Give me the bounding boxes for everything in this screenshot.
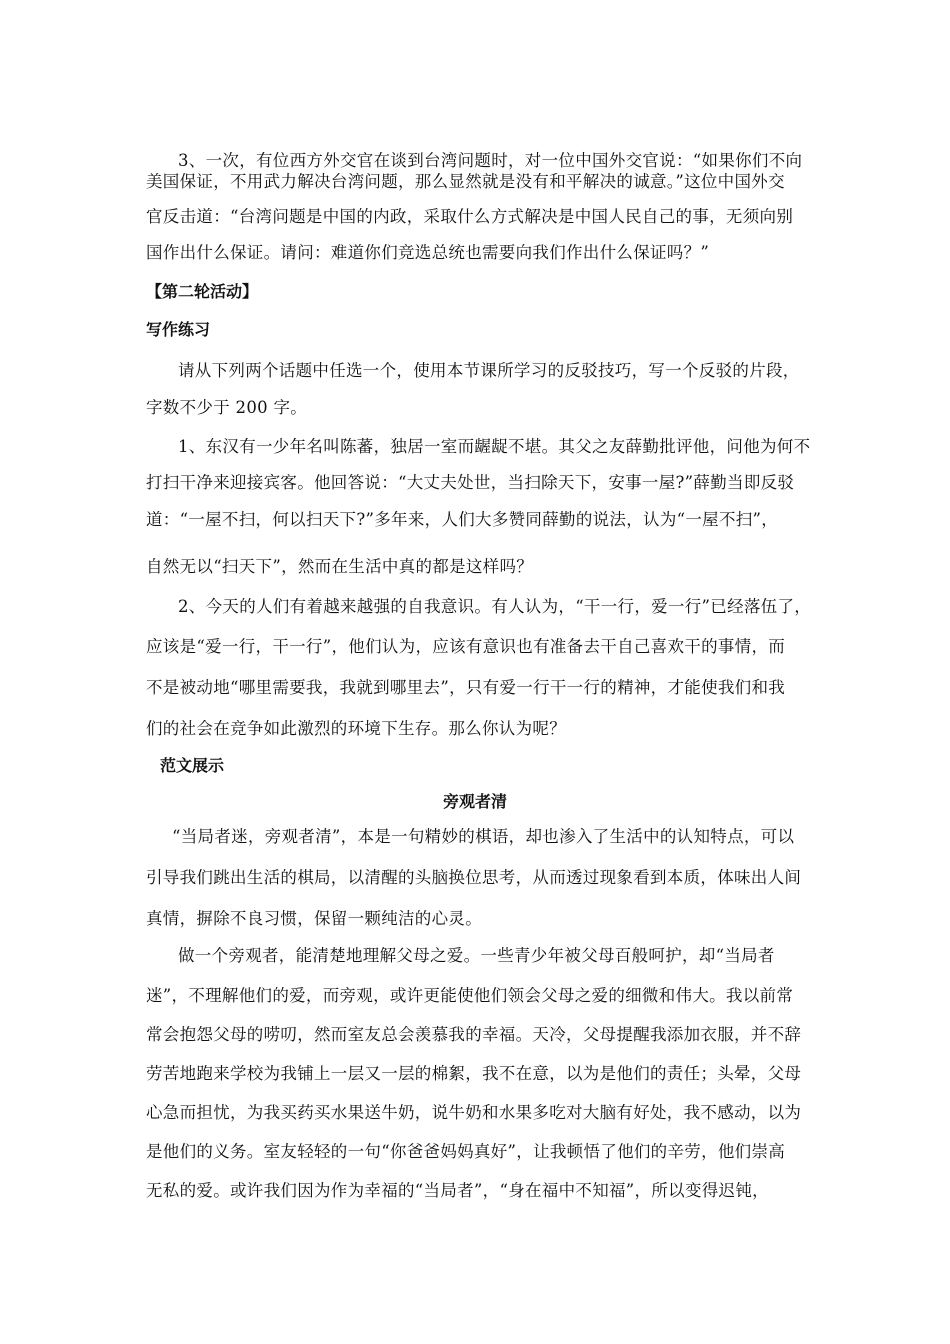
topic1-line-1: 1、东汉有一少年名叫陈蕃，独居一室而龌龊不堪。其父之友薛勤批评他，问他为何不 [178, 437, 811, 456]
q3-line-2: 美国保证，不用武力解决台湾问题，那么显然就是没有和平解决的诚意。”这位中国外交 [146, 172, 785, 191]
writing-heading: 写作练习 [146, 320, 211, 339]
para2-line-4: 劳苦地跑来学校为我铺上一层又一层的棉絮，我不在意，以为是他们的责任；头晕，父母 [146, 1064, 802, 1083]
topic1-line-4: 自然无以“扫天下”，然而在生活中真的都是这样吗？ [146, 557, 534, 576]
para2-line-3: 常会抱怨父母的唠叨，然而室友总会羡慕我的幸福。天冷，父母提醒我添加衣服，并不辞 [146, 1025, 802, 1044]
para2-line-5: 心急而担忧，为我买药买水果送牛奶，说牛奶和水果多吃对大脑有好处，我不感动，以为 [146, 1103, 802, 1122]
para2-line-2: 迷”，不理解他们的爱，而旁观，或许更能使他们领会父母之爱的细微和伟大。我以前常 [146, 986, 794, 1005]
q3-line-3: 官反击道：“台湾问题是中国的内政，采取什么方式解决是中国人民自己的事，无须向别 [146, 207, 794, 226]
topic2-line-4: 们的社会在竞争如此激烈的环境下生存。那么你认为呢？ [146, 719, 566, 738]
section-heading: 【第二轮活动】 [146, 282, 259, 301]
para1-line-2: 引导我们跳出生活的棋局，以清醒的头脑换位思考，从而透过现象看到本质，体味出人间 [146, 868, 802, 887]
instruction-line-2: 字数不少于 200 字。 [146, 398, 308, 417]
essay-title: 旁观者清 [442, 792, 507, 811]
para2-line-7: 无私的爱。或许我们因为作为幸福的“当局者”，“身在福中不知福”，所以变得迟钝， [146, 1181, 769, 1200]
topic1-line-2: 打扫干净来迎接宾客。他回答说：“大丈夫处世，当扫除天下，安事一屋?”薛勤当即反驳 [146, 473, 795, 492]
para2-line-1: 做一个旁观者，能清楚地理解父母之爱。一些青少年被父母百般呵护，却“当局者 [178, 946, 775, 965]
para1-line-3: 真情，摒除不良习惯，保留一颗纯洁的心灵。 [146, 909, 482, 928]
topic2-line-3: 不是被动地“哪里需要我，我就到哪里去”，只有爱一行干一行的精神，才能使我们和我 [146, 678, 786, 697]
topic2-line-2: 应该是“爱一行，干一行”，他们认为，应该有意识也有准备去干自己喜欢干的事情，而 [146, 637, 786, 656]
q3-line-1: 3、一次，有位西方外交官在谈到台湾问题时，对一位中国外交官说：“如果你们不向 [178, 151, 803, 170]
para2-line-6: 是他们的义务。室友轻轻的一句“你爸爸妈妈真好”，让我顿悟了他们的辛劳，他们崇高 [146, 1142, 786, 1161]
instruction-line-1: 请从下列两个话题中任选一个，使用本节课所学习的反驳技巧，写一个反驳的片段， [178, 361, 800, 380]
topic2-line-1: 2、今天的人们有着越来越强的自我意识。有人认为，“干一行，爱一行”已经落伍了， [178, 597, 812, 616]
topic1-line-3: 道：“一屋不扫，何以扫天下?”多年来，人们大多赞同薛勤的说法，认为“一屋不扫”， [146, 510, 779, 529]
para1-line-1: “当局者迷，旁观者清”，本是一句精妙的棋语，却也渗入了生活中的认知特点，可以 [172, 827, 795, 846]
q3-line-4: 国作出什么保证。请问：难道你们竞选总统也需要向我们作出什么保证吗？” [146, 243, 710, 262]
sample-heading: 范文展示 [160, 756, 225, 775]
